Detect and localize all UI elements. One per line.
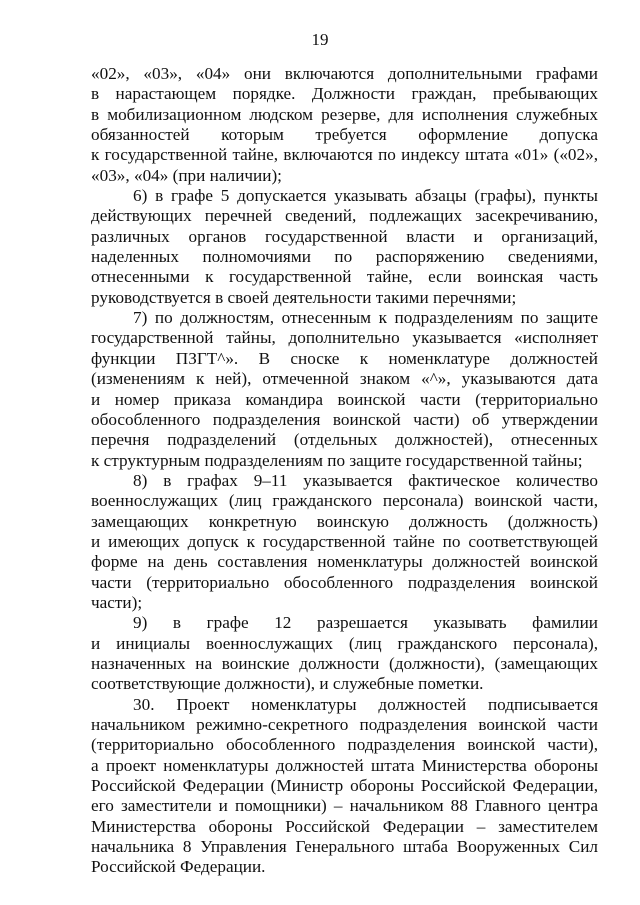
text-line: перечня подразделений (отдельных должностей), отнесенных [91,430,598,450]
text-line: обособленного подразделения воинской части) об утверждении [91,409,598,429]
text-line: (территориально обособленного подразделения воинской части), [91,735,598,755]
text-line: его заместители и помощники) – начальником 88 Главного центра [91,796,598,816]
text-line: обязанностей которым требуется оформление допуска [91,125,598,145]
text-line: к государственной тайне, включаются по индексу штата «01» («02», [91,145,598,165]
text-line: функции ПЗГТ^». В сноске к номенклатуре должностей [91,348,598,368]
text-line: и имеющих допуск к государственной тайне по соответствующей [91,531,598,551]
paragraph [91,186,598,308]
document-body [91,64,598,878]
text-line: наделенных полномочиями по распоряжению сведениями, [91,247,598,267]
text-line: начальником режимно-секретного подразделения воинской части [91,715,598,734]
text-line: к структурным подразделениям по защите государственной тайны; [91,450,583,470]
text-line: (изменениям к ней), отмеченной знаком «^», указываются дата [91,369,598,389]
text-line: части); [91,592,143,612]
text-line: замещающих конкретную воинскую должность (должность) [91,511,598,531]
text-line: Российской Федерации. [91,857,266,877]
paragraph [91,308,598,471]
text-line: назначенных на воинские должности (должности), (замещающих [91,653,598,673]
text-line: «03», «04» (при наличии); [91,165,282,185]
text-line: 6) в графе 5 допускается указывать абзацы (графы), пункты [133,186,598,206]
page-number: 19 [311,30,329,49]
text-line: отнесенными к государственной тайне, если воинская часть [91,267,598,287]
text-line: форме на день составления номенклатуры должностей воинской [91,552,598,572]
paragraph [91,471,598,613]
text-line: 9) в графе 12 разрешается указывать фамилии [133,613,598,633]
text-line: 8) в графах 9–11 указывается фактическое количество [133,470,598,490]
text-line: 30. Проект номенклатуры должностей подписывается [133,694,598,714]
text-line: и номер приказа командира воинской части (территориально [91,389,598,409]
text-line: различных органов государственной власти и организаций, [91,226,598,246]
paragraph [91,695,598,878]
text-line: руководствуется в своей деятельности такими перечнями; [91,287,517,307]
text-line: Российской Федерации (Министр обороны Российской Федерации, [91,776,598,796]
text-line: в мобилизационном людском резерве, для исполнения служебных [91,104,598,124]
text-line: Министерства обороны Российской Федерации – заместителем [91,816,598,836]
text-line: части (территориально обособленного подразделения воинской [91,572,598,592]
text-line: начальника 8 Управления Генерального штаба Вооруженных Сил [91,837,598,857]
text-line: действующих перечней сведений, подлежащих засекречиванию, [91,206,598,226]
text-line: и инициалы военнослужащих (лиц гражданского персонала), [91,633,598,653]
paragraph [91,64,598,186]
text-line: «02», «03», «04» они включаются дополнительными графами [91,64,598,83]
text-line: в нарастающем порядке. Должности граждан, пребывающих [91,84,598,104]
text-line: а проект номенклатуры должностей штата Министерства обороны [91,755,598,775]
text-line: государственной тайны, дополнительно указывается «исполняет [91,328,598,348]
text-line: военнослужащих (лиц гражданского персонала) воинской части, [91,491,598,511]
text-line: соответствующие должности), и служебные пометки. [91,674,484,694]
paragraph [91,613,598,694]
text-line: 7) по должностям, отнесенным к подразделениям по защите [133,308,598,328]
